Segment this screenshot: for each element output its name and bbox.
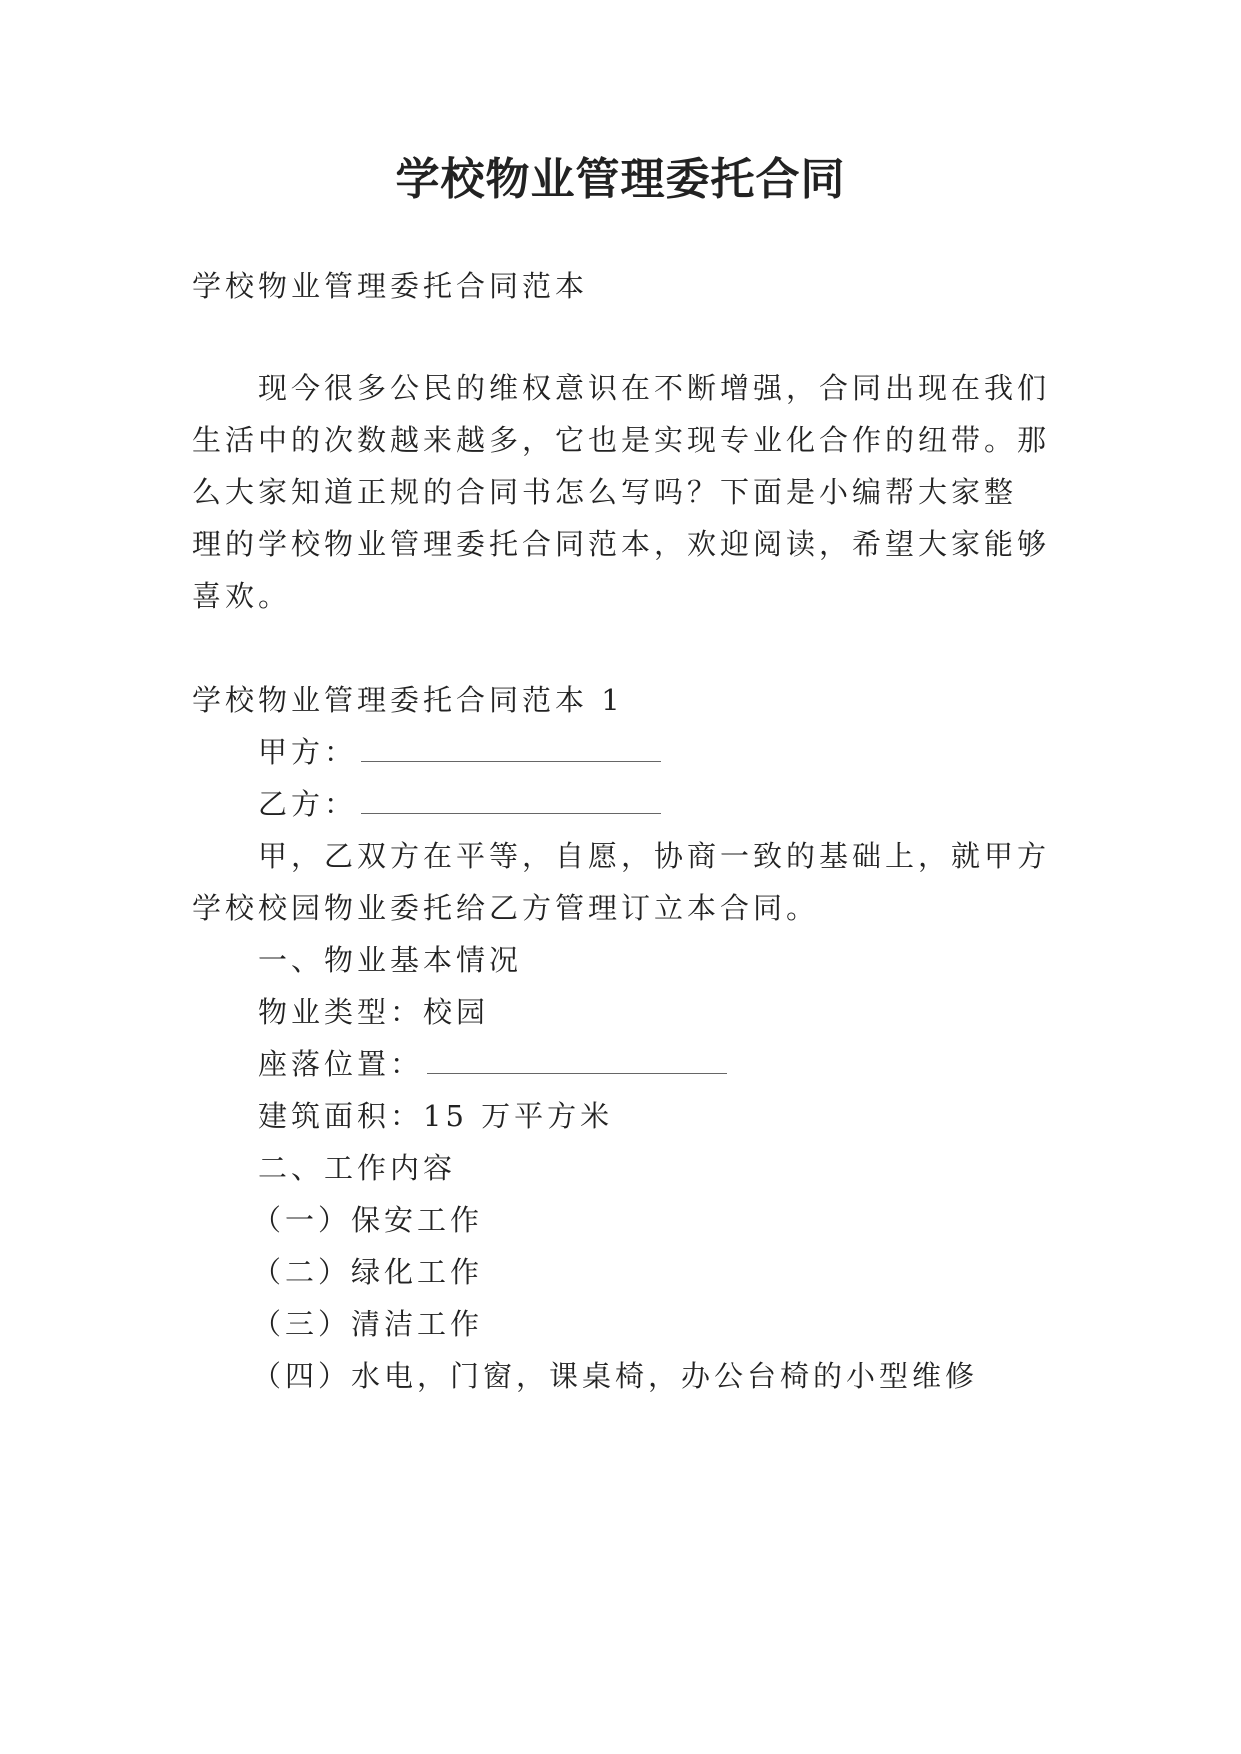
work-item: （四）水电，门窗，课桌椅，办公台椅的小型维修 xyxy=(252,1359,979,1393)
party-b-blank xyxy=(361,787,661,814)
work-item: （二）绿化工作 xyxy=(252,1255,484,1289)
clause2-title: 二、工作内容 xyxy=(258,1151,457,1185)
location-blank xyxy=(427,1047,727,1074)
clause1-title: 一、物业基本情况 xyxy=(258,943,523,977)
document-subtitle: 学校物业管理委托合同范本 xyxy=(192,269,589,303)
agreement-line: 甲，乙双方在平等，自愿，协商一致的基础上，就甲方 xyxy=(258,839,1051,873)
work-item: （一）保安工作 xyxy=(252,1203,484,1237)
intro-line: 么大家知道正规的合同书怎么写吗？下面是小编帮大家整 xyxy=(192,475,1018,509)
party-a-line xyxy=(258,732,661,772)
party-b-line xyxy=(258,784,661,824)
property-type: 物业类型：校园 xyxy=(258,995,490,1029)
section-title: 学校物业管理委托合同范本 1 xyxy=(192,683,624,717)
party-b-label: 乙方： xyxy=(258,787,358,821)
intro-line: 生活中的次数越来越多，它也是实现专业化合作的纽带。那 xyxy=(192,423,1051,457)
party-a-blank xyxy=(361,735,661,762)
work-item: （三）清洁工作 xyxy=(252,1307,484,1341)
intro-line: 喜欢。 xyxy=(192,579,292,613)
intro-line: 现今很多公民的维权意识在不断增强，合同出现在我们 xyxy=(258,371,1051,405)
document-title: 学校物业管理委托合同 xyxy=(395,154,846,205)
location-line xyxy=(258,1044,727,1084)
agreement-line: 学校校园物业委托给乙方管理订立本合同。 xyxy=(192,891,820,925)
intro-line: 理的学校物业管理委托合同范本，欢迎阅读，希望大家能够 xyxy=(192,527,1051,561)
party-a-label: 甲方： xyxy=(258,735,358,769)
building-area: 建筑面积：15 万平方米 xyxy=(258,1099,614,1133)
location-label: 座落位置： xyxy=(258,1047,424,1081)
